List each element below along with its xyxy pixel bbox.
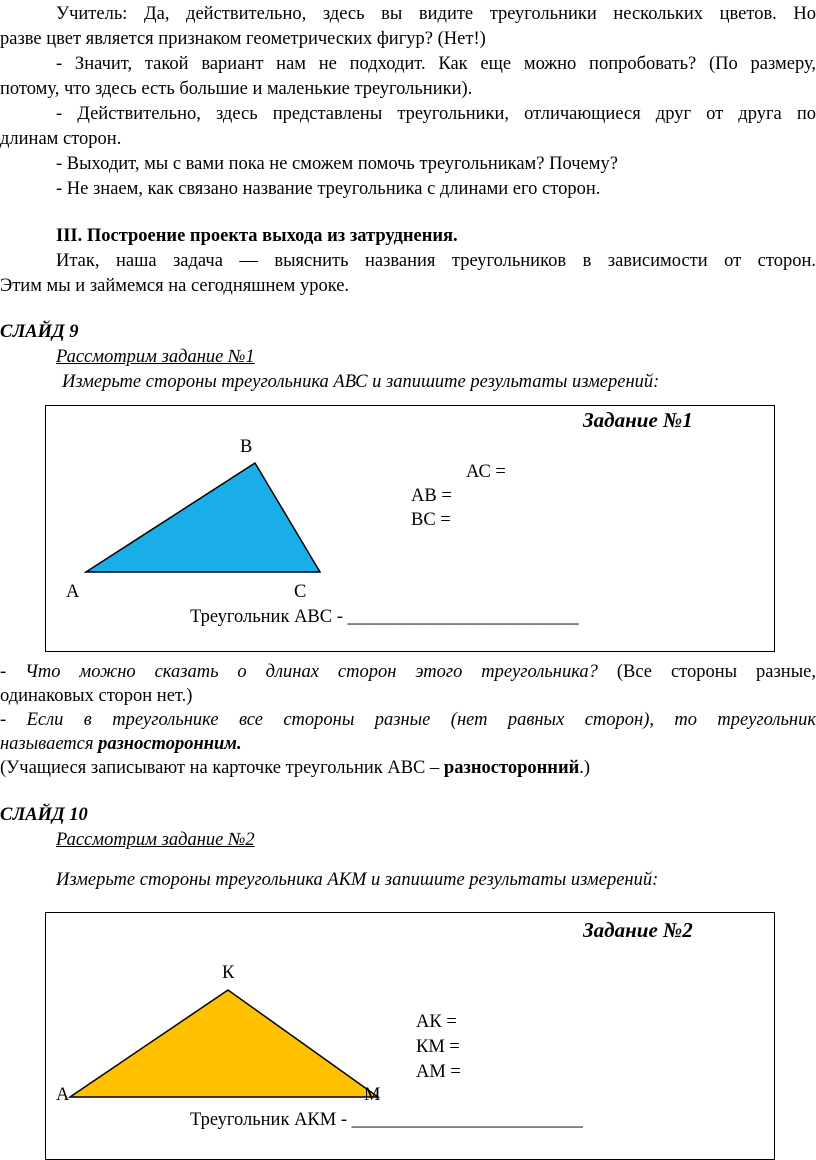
task2-measure-am: АМ = xyxy=(416,1062,461,1082)
task2-measure-ak: АК = xyxy=(416,1012,457,1032)
slide9-title: СЛАЙД 9 xyxy=(0,322,79,342)
slide10-title: СЛАЙД 10 xyxy=(0,805,88,825)
triangle-abc xyxy=(86,463,320,572)
task1-vertex-b: В xyxy=(240,437,253,457)
task2-title: Задание №2 xyxy=(583,918,693,942)
task1-title: Задание №1 xyxy=(583,408,693,432)
intro-line-1: Учитель: Да, действительно, здесь вы видите треугольники нескольких цветов. Но xyxy=(56,4,816,24)
task2-measure-km: КМ = xyxy=(416,1037,460,1057)
task1-vertex-a: А xyxy=(66,582,80,602)
task1-measure-ab: АВ = xyxy=(411,486,452,506)
intro-line-5: - Действительно, здесь представлены треугольники, отличающиеся друг от друга по xyxy=(56,104,816,124)
task2-caption: Треугольник АКМ - _________________________ xyxy=(190,1110,583,1130)
intro-line-6: длинам сторон. xyxy=(0,129,122,149)
discussion-question-dash: - xyxy=(0,662,26,682)
task2-vertex-k: К xyxy=(222,963,235,983)
student-note-term: разносторонний xyxy=(443,758,580,778)
discussion-definition-dash: - xyxy=(0,710,27,730)
intro-line-4: потому, что здесь есть большие и маленькие треугольники). xyxy=(0,79,473,99)
discussion-definition-term: разносторонним. xyxy=(98,734,242,754)
intro-line-3: - Значит, такой вариант нам не подходит. Как еще можно попробовать? (По размеру, xyxy=(56,54,816,74)
discussion-definition-prefix: называется xyxy=(0,734,99,754)
section-text-1: Итак, наша задача — выяснить названия треугольников в зависимости от сторон. xyxy=(56,251,816,271)
slide9-subtitle: Рассмотрим задание №1 xyxy=(56,347,255,367)
task2-vertex-a: А xyxy=(56,1085,70,1105)
intro-line-7: - Выходит, мы с вами пока не сможем помочь треугольникам? Почему? xyxy=(56,154,618,174)
task1-measure-ac: АС = xyxy=(466,462,506,482)
section-heading: III. Построение проекта выхода из затруднения. xyxy=(56,226,458,246)
task1-measure-bc: ВС = xyxy=(411,510,451,530)
intro-line-8: - Не знаем, как связано название треугольника с длинами его сторон. xyxy=(56,179,601,199)
student-note-end: .) xyxy=(579,758,591,778)
discussion-question-text: Что можно сказать о длинах сторон этого треугольника? xyxy=(25,662,598,682)
task2-vertex-m: М xyxy=(364,1085,381,1105)
slide9-instruction: Измерьте стороны треугольника АВС и запишите результаты измерений: xyxy=(62,372,660,392)
slide10-instruction: Измерьте стороны треугольника АКМ и запишите результаты измерений: xyxy=(56,870,659,890)
task1-caption: Треугольник АВС - _________________________ xyxy=(190,607,579,627)
student-note-text: (Учащиеся записывают на карточке треугольник АВС – xyxy=(0,758,444,778)
discussion-answer-text: (Все стороны разные, xyxy=(597,662,816,682)
section-text-2: Этим мы и займемся на сегодняшнем уроке. xyxy=(0,276,350,296)
discussion-answer-cont: одинаковых сторон нет.) xyxy=(0,686,193,706)
intro-line-2: разве цвет является признаком геометрических фигур? (Нет!) xyxy=(0,29,486,49)
task1-vertex-c: С xyxy=(294,582,307,602)
triangle-akm xyxy=(70,990,378,1097)
discussion-definition-text: Если в треугольнике все стороны разные (нет равных сторон), то треугольник xyxy=(26,710,816,730)
slide10-subtitle: Рассмотрим задание №2 xyxy=(56,830,255,850)
